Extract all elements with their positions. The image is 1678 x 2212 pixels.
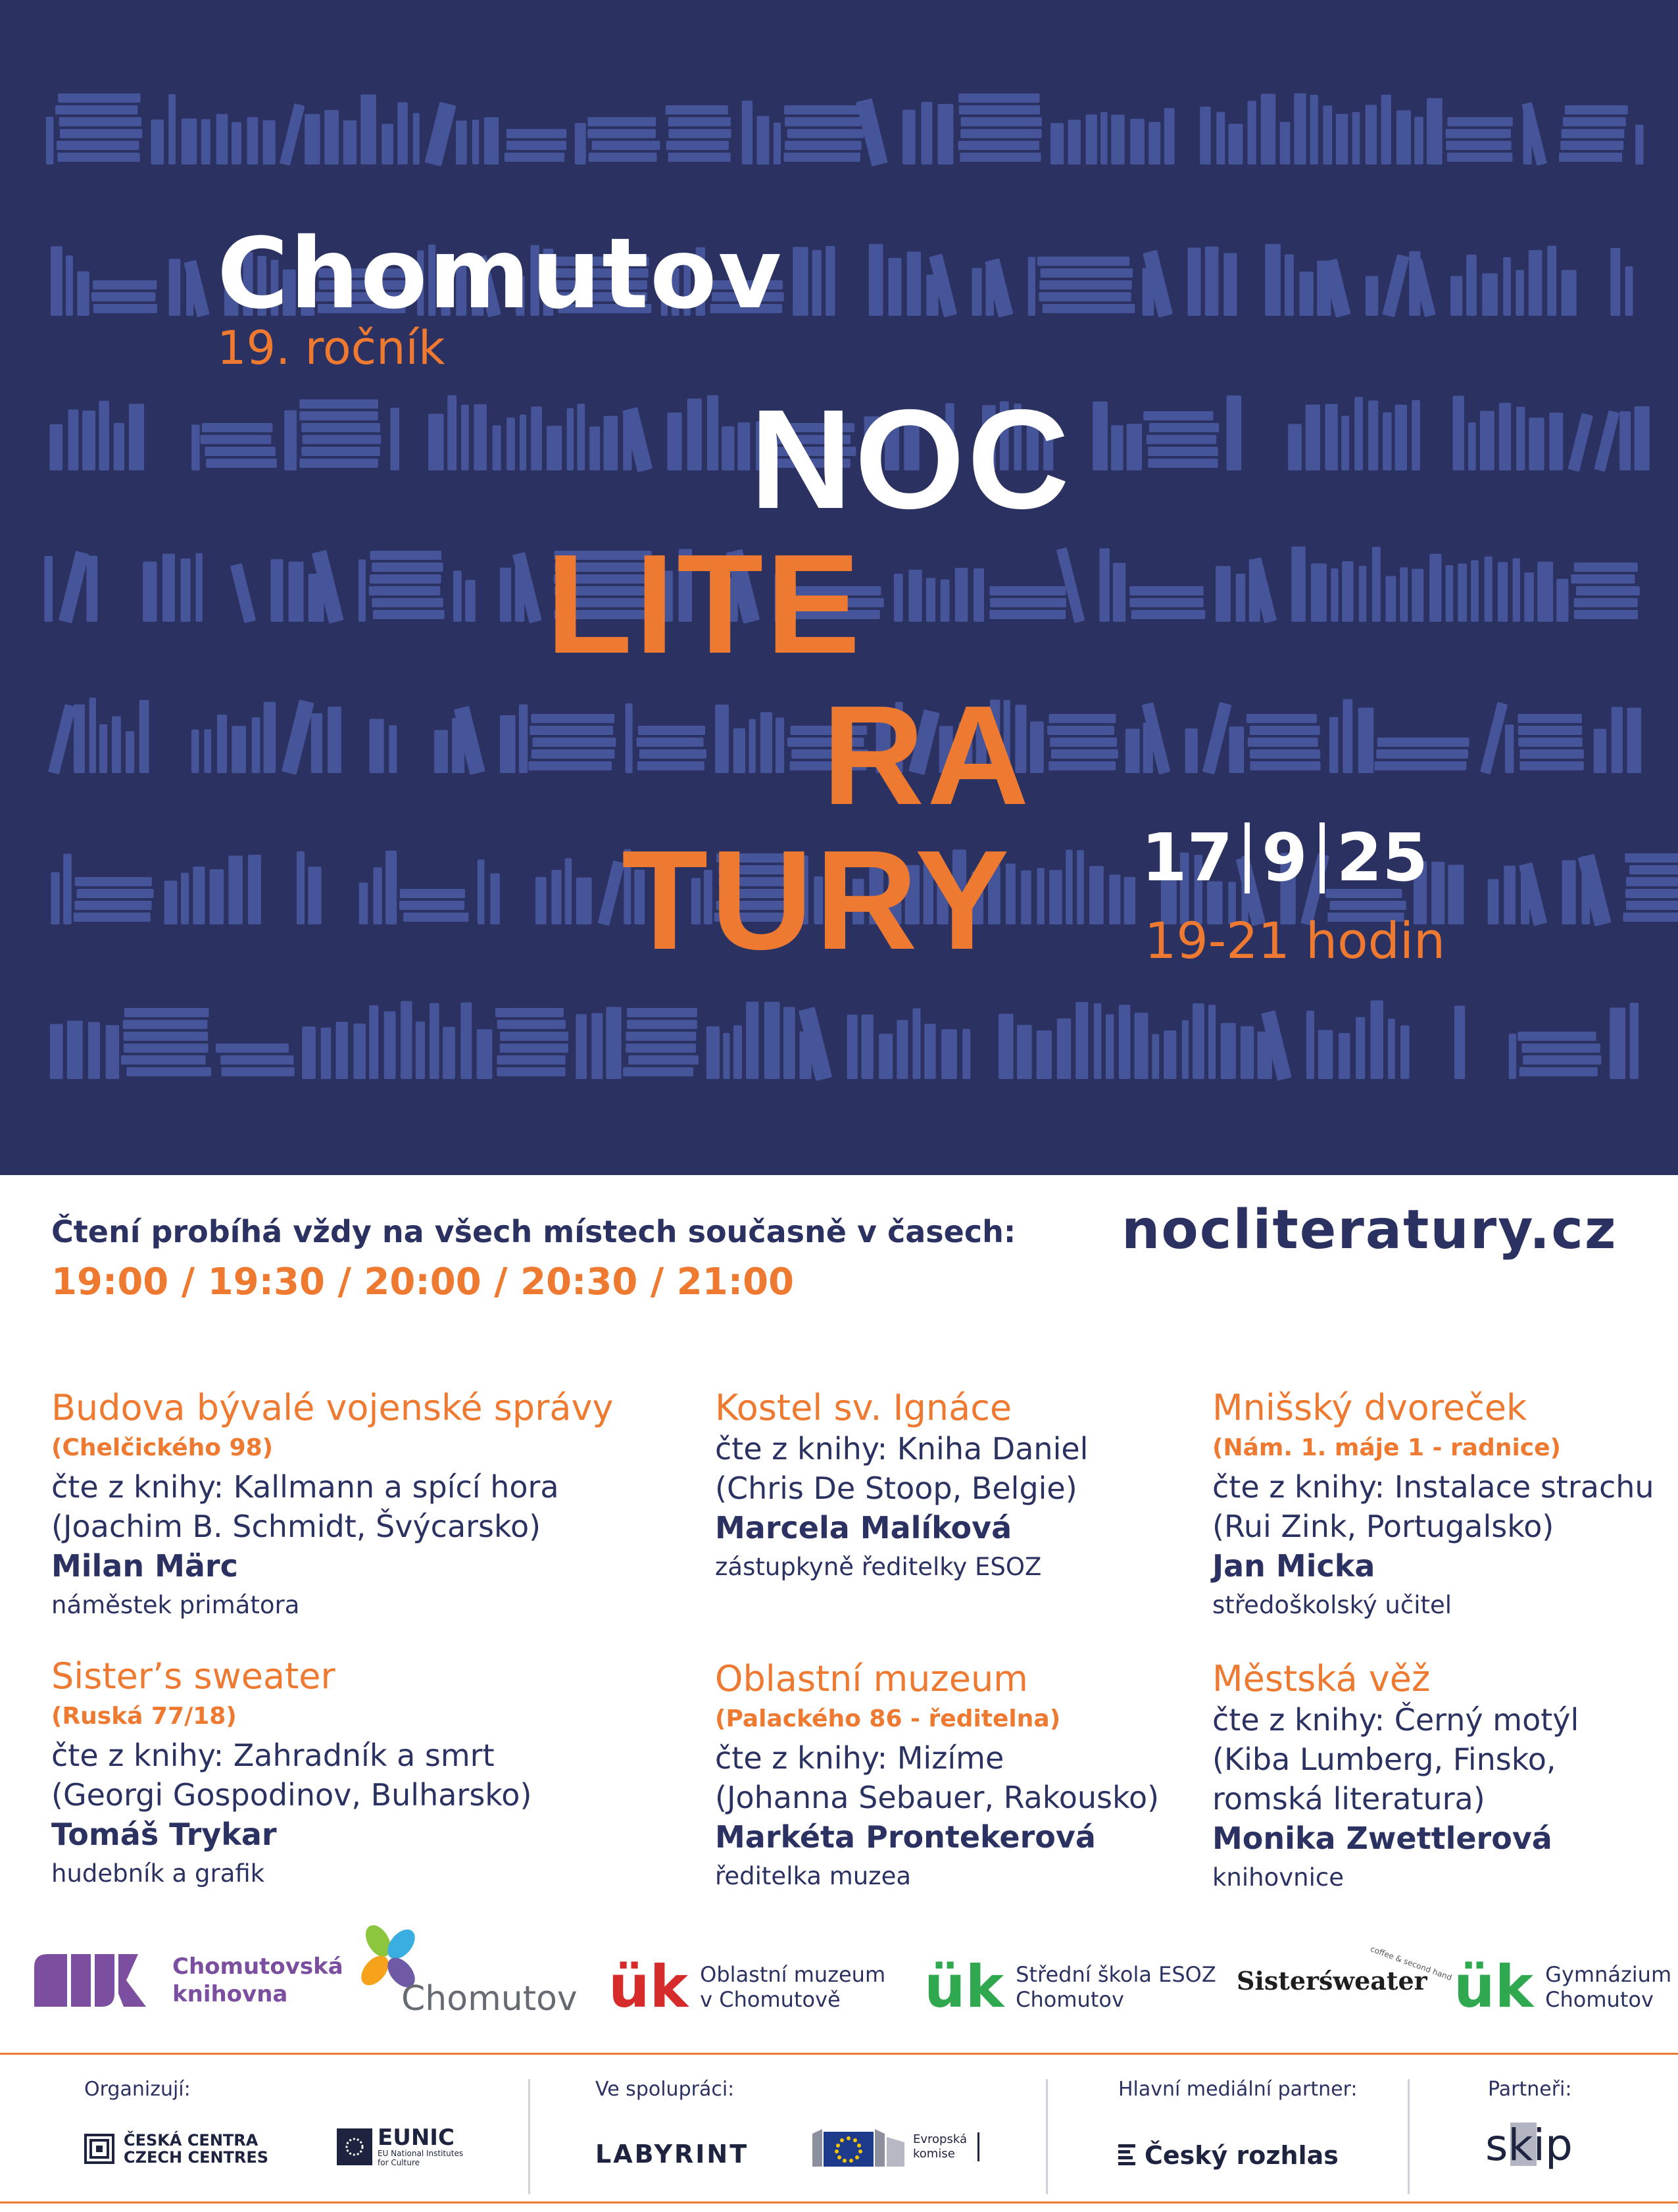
venue-name: Budova bývalé vojenské správy xyxy=(51,1387,614,1428)
venue-reader: Jan Micka xyxy=(1212,1548,1375,1584)
label-partners: Partneři: xyxy=(1488,2078,1572,2101)
evropska-komise-logo xyxy=(809,2124,979,2170)
venue-book-author: (Johanna Sebauer, Rakousko) xyxy=(715,1780,1160,1815)
knihovna-name-1: Chomutovská xyxy=(172,1953,343,1980)
venue-reading: čte z knihy: Kallmann a spící hora xyxy=(51,1469,559,1505)
venue-reading: čte z knihy: Mizíme xyxy=(715,1740,1004,1776)
event-date xyxy=(1141,819,1428,896)
venue-reader: Marcela Malíková xyxy=(715,1510,1012,1546)
ceska-centra-logo xyxy=(84,2132,268,2166)
venue-address: (Ruská 77/18) xyxy=(51,1703,237,1730)
schedule-intro: Čtení probíhá vždy na všech místech současně v časech: xyxy=(51,1214,1016,1249)
muzeum-name-2: v Chomutově xyxy=(700,1987,841,2012)
date-day: 17 xyxy=(1141,819,1233,896)
sisters-sweater-logo xyxy=(1237,1944,1454,1996)
skip-wordmark: skip xyxy=(1485,2120,1573,2171)
gymnazium-logo xyxy=(1454,1953,1672,2021)
venue-name: Kostel sv. Ignáce xyxy=(715,1387,1012,1428)
venue-book-author: (Chris De Stoop, Belgie) xyxy=(715,1470,1077,1506)
venue-address: (Nám. 1. máje 1 - radnice) xyxy=(1212,1434,1561,1461)
gym-name-2: Chomutov xyxy=(1545,1987,1654,2012)
venue-reader: Milan Märc xyxy=(51,1548,238,1584)
label-media: Hlavní mediální partner: xyxy=(1118,2078,1358,2101)
esoz-name-1: Střední škola ESOZ xyxy=(1016,1962,1216,1987)
venue-reading: čte z knihy: Kniha Daniel xyxy=(715,1431,1089,1467)
schedule-times: 19:00 / 19:30 / 20:00 / 20:30 / 21:00 xyxy=(51,1261,795,1303)
venue-reading: čte z knihy: Zahradník a smrt xyxy=(51,1738,495,1773)
venue-card xyxy=(51,1655,531,1894)
venue-reader-role: ředitelka muzea xyxy=(715,1862,912,1890)
label-organizers: Organizují: xyxy=(84,2078,191,2101)
venue-reader-role: knihovnice xyxy=(1212,1863,1344,1892)
eu-commission-icon xyxy=(809,2124,908,2170)
partner-logos xyxy=(0,1915,1678,2033)
rozhlas-name: Český rozhlas xyxy=(1145,2141,1339,2170)
eunic-logo xyxy=(337,2126,463,2167)
venue-book-author: (Georgi Gospodinov, Bulharsko) xyxy=(51,1777,532,1813)
eunic-sub-1: EU National Institutes xyxy=(378,2149,464,2158)
date-separator xyxy=(1245,822,1250,893)
venue-name: Městská věž xyxy=(1212,1658,1431,1699)
footer-divider xyxy=(528,2079,530,2194)
venue-book-author: (Rui Zink, Portugalsko) xyxy=(1212,1509,1554,1544)
edition: 19. ročník xyxy=(217,321,445,375)
esoz-logo xyxy=(924,1953,1216,2021)
skip-logo xyxy=(1485,2120,1573,2171)
gym-name-1: Gymnázium xyxy=(1545,1962,1672,1987)
muzeum-logo xyxy=(608,1953,886,2021)
venue-reading: čte z knihy: Černý motýl xyxy=(1212,1702,1579,1738)
date-month: 9 xyxy=(1262,819,1308,896)
sisters-wordmark: Sisterśweater xyxy=(1237,1966,1427,1996)
venue-reader-role: zástupkyně ředitelky ESOZ xyxy=(715,1553,1042,1581)
venue-name: Mnišský dvoreček xyxy=(1212,1387,1527,1428)
title-line-4: TURY xyxy=(622,820,1012,979)
title-line-2: LITE xyxy=(546,524,863,683)
eunic-name: EUNIC xyxy=(378,2124,455,2151)
venue-address: (Chelčického 98) xyxy=(51,1434,274,1461)
footer-bottom-rule xyxy=(0,2201,1678,2203)
venue-card xyxy=(1212,1387,1654,1625)
venue-reader: Markéta Prontekerová xyxy=(715,1819,1096,1855)
event-hours: 19-21 hodin xyxy=(1145,911,1446,970)
knihovna-logo xyxy=(28,1948,343,2013)
venue-book-author: (Joachim B. Schmidt, Švýcarsko) xyxy=(51,1509,541,1544)
title-line-1: NOC xyxy=(750,380,1072,538)
chomutov-city-logo xyxy=(349,1921,578,2019)
muzeum-name-1: Oblastní muzeum xyxy=(700,1962,886,1987)
ek-name-1: Evropská xyxy=(913,2132,967,2146)
venue-reader-role: středoškolský učitel xyxy=(1212,1591,1452,1619)
label-cooperation: Ve spolupráci: xyxy=(595,2078,735,2101)
title-line-3: RA xyxy=(822,676,1032,834)
venue-book-author: (Kiba Lumberg, Finsko, xyxy=(1212,1742,1556,1777)
venue-name: Sister’s sweater xyxy=(51,1655,335,1697)
venue-name: Oblastní muzeum xyxy=(715,1658,1028,1699)
website-link[interactable]: nocliteratury.cz xyxy=(1122,1199,1617,1261)
ek-name-2: komise xyxy=(913,2147,955,2161)
labyrint-logo: LABYRINT xyxy=(595,2140,749,2169)
knihovna-mark-icon xyxy=(28,1948,153,2013)
rozhlas-mark-icon xyxy=(1118,2144,1137,2167)
venue-reader: Monika Zwettlerová xyxy=(1212,1821,1552,1856)
venue-card xyxy=(1212,1658,1579,1898)
venue-address: (Palackého 86 - ředitelna) xyxy=(715,1705,1061,1732)
esoz-name-2: Chomutov xyxy=(1016,1987,1124,2012)
venue-card xyxy=(715,1658,1159,1896)
venue-card xyxy=(715,1387,1088,1587)
venue-book-genre: romská literatura) xyxy=(1212,1781,1485,1817)
footer-divider xyxy=(1408,2079,1410,2194)
date-separator xyxy=(1320,822,1325,893)
footer-top-rule xyxy=(0,2053,1678,2055)
venue-reader-role: hudebník a grafik xyxy=(51,1859,265,1888)
uk-mark-icon: ük xyxy=(608,1953,689,2021)
footer-divider xyxy=(1046,2079,1048,2194)
city-name: Chomutov xyxy=(217,217,783,330)
venue-reading: čte z knihy: Instalace strachu xyxy=(1212,1469,1654,1505)
knihovna-name-2: knihovna xyxy=(172,1981,288,2007)
uk-mark-icon: ük xyxy=(1454,1953,1534,2021)
cc-name-1: ČESKÁ CENTRA xyxy=(124,2131,259,2149)
uk-mark-icon: ük xyxy=(924,1953,1004,2021)
venue-card xyxy=(51,1387,613,1625)
sisters-tagline: coffee & second hand xyxy=(1369,1944,1454,1982)
date-year: 25 xyxy=(1336,819,1428,896)
venue-reader: Tomáš Trykar xyxy=(51,1817,277,1852)
eunic-sub-2: for Culture xyxy=(378,2158,420,2167)
cc-name-2: CZECH CENTRES xyxy=(124,2148,269,2167)
cesky-rozhlas-logo xyxy=(1118,2141,1339,2170)
ceska-centra-mark-icon xyxy=(84,2134,114,2164)
venue-reader-role: náměstek primátora xyxy=(51,1591,300,1619)
eunic-mark-icon xyxy=(337,2128,372,2165)
chomutov-wordmark: Chomutov xyxy=(401,1979,578,2019)
